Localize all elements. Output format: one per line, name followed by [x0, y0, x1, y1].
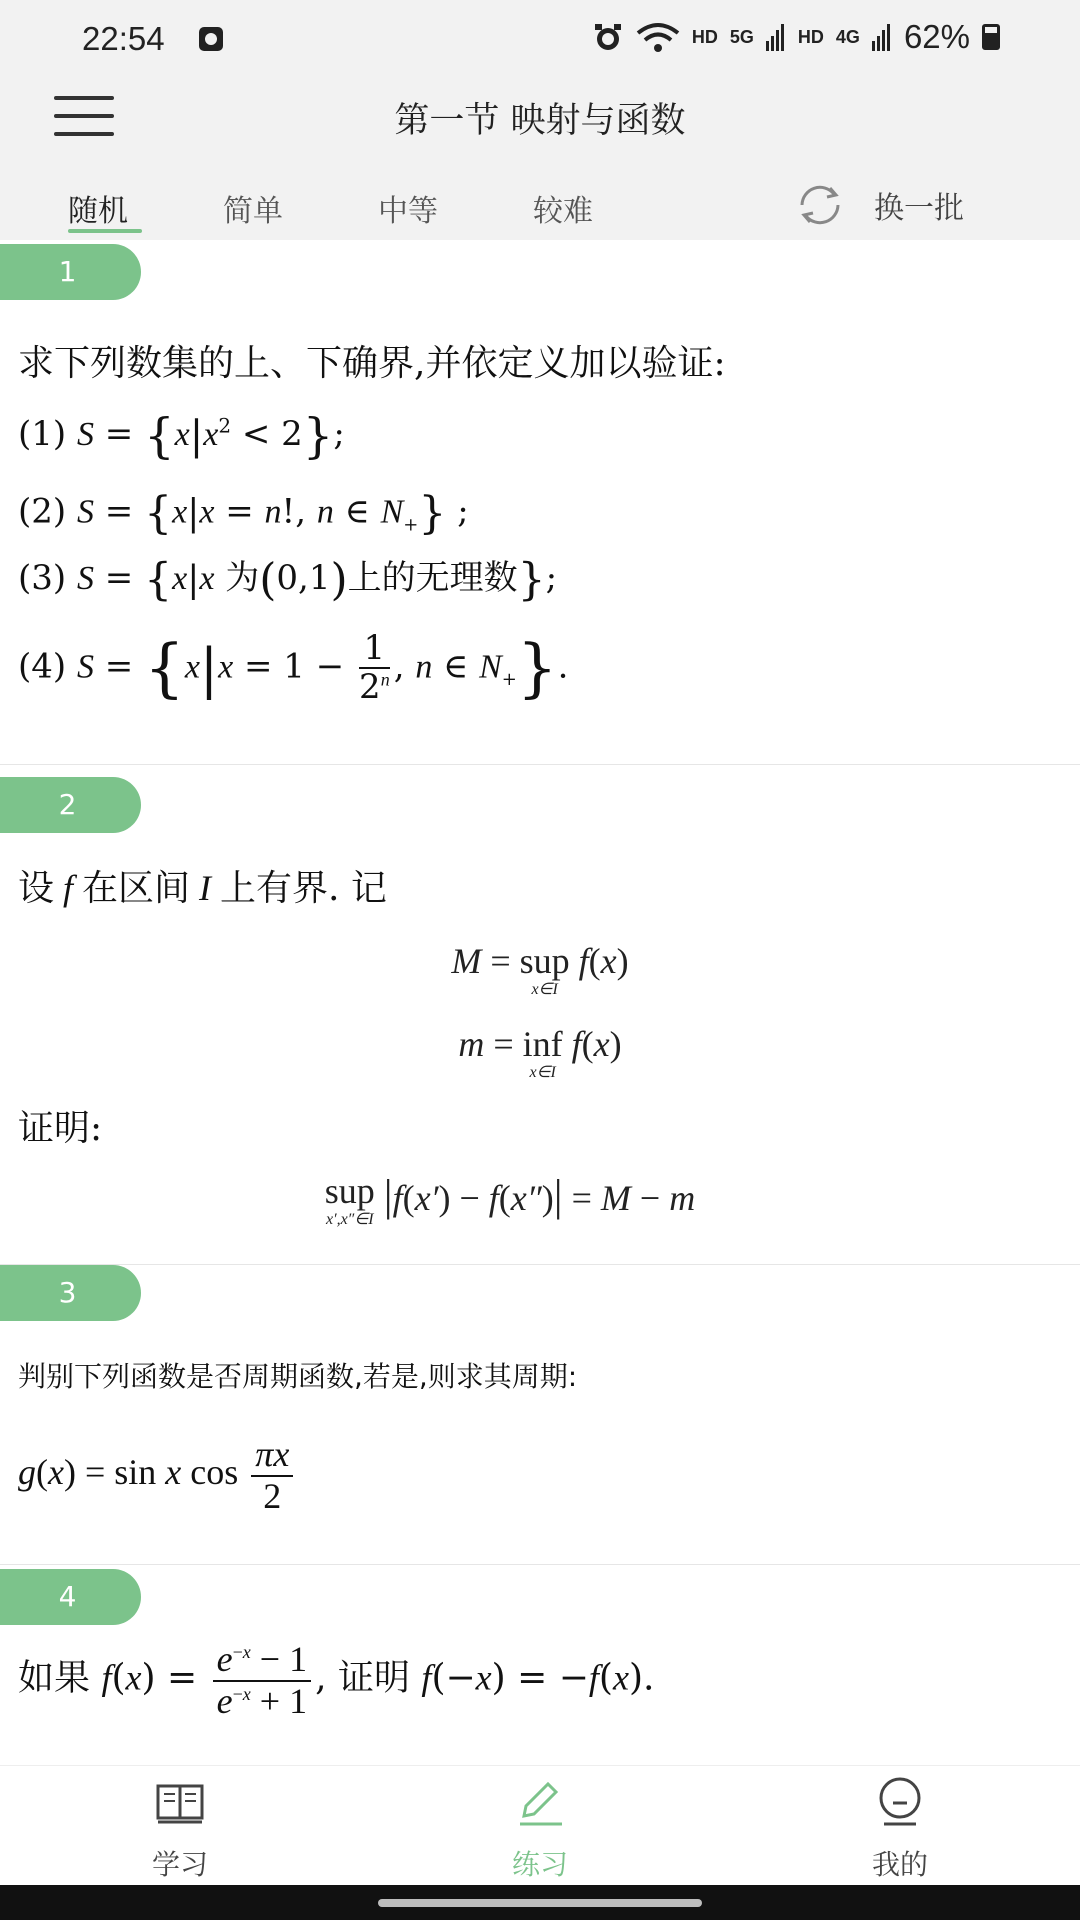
question-number-badge: 2: [0, 777, 141, 833]
nav-profile[interactable]: [800, 1766, 1000, 1886]
alarm-icon: [592, 21, 624, 53]
active-tab-indicator: [68, 229, 142, 233]
formula-prove: sup x′,x″∈I |f(x′) − f(x″)| = M − m: [324, 1171, 696, 1228]
tab-random[interactable]: 随机: [68, 194, 128, 229]
signal-icon-2: [872, 23, 892, 51]
question-item-3: (3) S = {x|x 为(0,1)上的无理数};: [18, 554, 558, 606]
refresh-label: 换一批: [874, 191, 964, 226]
battery-icon: [982, 24, 1000, 50]
question-intro: 判别下列函数是否周期函数,若是,则求其周期:: [18, 1360, 578, 1393]
status-icons: [592, 18, 1000, 56]
battery-percent: 62%: [903, 18, 970, 55]
question-item-1: (1) $S = \{x|x^2 < 2\}$;: [18, 408, 345, 464]
question-intro: 求下列数集的上、下确界,并依定义加以验证:: [18, 343, 726, 384]
item-text: 上的无理数: [347, 558, 518, 598]
clock-icon: [199, 27, 223, 51]
home-indicator[interactable]: [378, 1899, 702, 1907]
intro-text: 在区间: [82, 868, 191, 909]
nav-practice[interactable]: [440, 1766, 640, 1886]
refresh-icon: [796, 183, 844, 227]
refresh-button[interactable]: [796, 183, 964, 227]
formula-g: g(x) = sin x cos $\frac{\pi x}{2}$: [18, 1435, 297, 1516]
book-icon: [154, 1776, 206, 1828]
question-item-2: (2) S = {x|x = n!, n ∈ $N_+$} ;: [18, 488, 469, 539]
item-label: (1): [18, 414, 67, 454]
intro-text: 如果: [18, 1657, 91, 1699]
pencil-icon: [514, 1776, 566, 1828]
prove-label: 证明:: [18, 1108, 103, 1149]
intro-text: 设: [18, 868, 55, 909]
question-card[interactable]: [0, 1565, 1080, 1765]
nav-label: 练习: [511, 1848, 568, 1881]
network-4g-label: 4G: [835, 26, 860, 47]
status-bar: [0, 0, 1080, 80]
network-5g-label: 5G: [729, 26, 754, 47]
signal-icon-1: [766, 23, 786, 51]
question-number-badge: 4: [0, 1569, 141, 1625]
nav-study[interactable]: [80, 1766, 280, 1886]
hd-label-2: HD: [797, 26, 824, 47]
item-label: (2): [18, 491, 67, 532]
tab-easy[interactable]: 简单: [223, 194, 283, 229]
question-list[interactable]: [0, 240, 1080, 1765]
item-label: (4): [18, 646, 67, 687]
formula-inf: m = inf x∈I f(x): [458, 1024, 622, 1081]
tab-medium[interactable]: 中等: [378, 194, 438, 229]
question-number-badge: 1: [0, 244, 141, 300]
question-card[interactable]: [0, 765, 1080, 1265]
question-card[interactable]: [0, 240, 1080, 765]
intro-text: 上有界. 记: [220, 868, 387, 909]
question-card[interactable]: [0, 1265, 1080, 1565]
question-intro: 设 f 在区间 I 上有界. 记: [18, 868, 387, 909]
formula-sup: M = sup x∈I f(x): [451, 941, 629, 998]
wifi-icon: [636, 21, 680, 53]
profile-icon: [874, 1776, 926, 1828]
question-number-badge: 3: [0, 1265, 141, 1321]
gesture-bar: [0, 1885, 1080, 1920]
question-item-4: (4) S = {x|x = 1 − $\frac{1}{2^n}$ , n ∈ $N_+$}.: [18, 628, 569, 708]
nav-label: 我的: [871, 1848, 928, 1881]
intro-text: , 证明: [315, 1657, 410, 1699]
nav-label: 学习: [151, 1848, 208, 1881]
question-intro: 如果 f(x) = $\frac{e^{-x} - 1}{e^{-x} + 1}$ , 证明 f(−x) = −f(x).: [18, 1639, 655, 1721]
tab-hard[interactable]: 较难: [533, 194, 593, 229]
hd-label-1: HD: [691, 26, 718, 47]
status-time: 22:54: [82, 20, 165, 57]
page-title: 第一节 映射与函数: [394, 101, 686, 141]
item-label: (3): [18, 558, 67, 598]
item-text: 为: [225, 558, 260, 598]
bottom-nav: [0, 1765, 1080, 1885]
